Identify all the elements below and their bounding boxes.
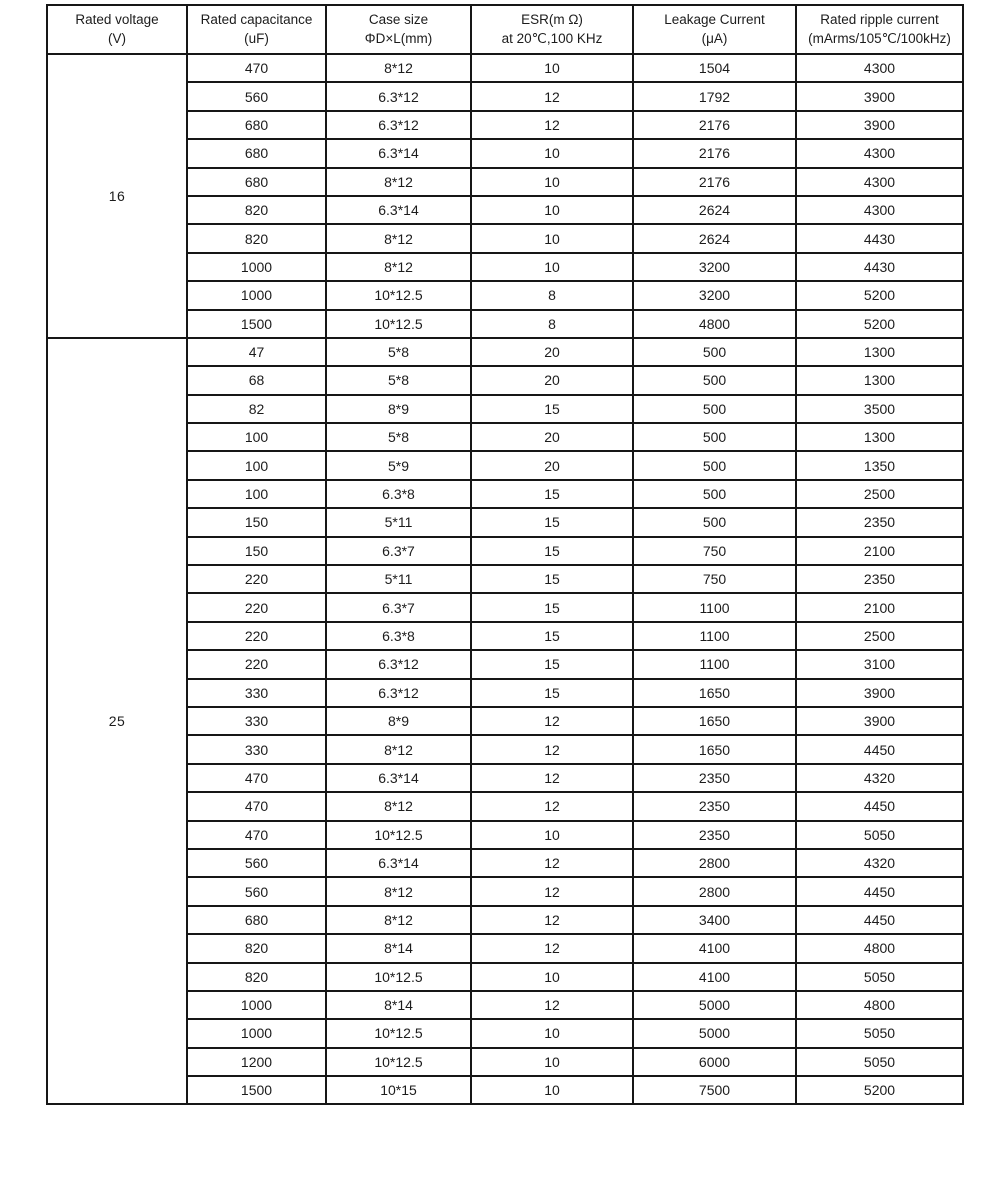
col-header-line2: (V) xyxy=(108,30,126,46)
leakage-cell: 4100 xyxy=(633,934,796,962)
leakage-cell: 4100 xyxy=(633,963,796,991)
ripple-cell: 2350 xyxy=(796,508,963,536)
capacitance-cell: 470 xyxy=(187,821,326,849)
leakage-cell: 500 xyxy=(633,451,796,479)
col-header-line2: ΦD×L(mm) xyxy=(364,30,433,46)
ripple-cell: 3100 xyxy=(796,650,963,678)
esr-cell: 12 xyxy=(471,82,633,110)
case-size-cell: 8*14 xyxy=(326,934,471,962)
ripple-cell: 3900 xyxy=(796,707,963,735)
esr-cell: 8 xyxy=(471,281,633,309)
voltage-cell: 25 xyxy=(47,338,187,1105)
esr-cell: 10 xyxy=(471,139,633,167)
case-size-cell: 8*12 xyxy=(326,54,471,82)
esr-cell: 12 xyxy=(471,111,633,139)
leakage-cell: 2800 xyxy=(633,849,796,877)
col-header-line2: (μA) xyxy=(701,30,728,46)
capacitance-cell: 560 xyxy=(187,877,326,905)
ripple-cell: 3900 xyxy=(796,82,963,110)
leakage-cell: 4800 xyxy=(633,310,796,338)
esr-cell: 12 xyxy=(471,934,633,962)
ripple-cell: 2500 xyxy=(796,622,963,650)
case-size-cell: 8*12 xyxy=(326,906,471,934)
esr-cell: 12 xyxy=(471,906,633,934)
capacitance-cell: 560 xyxy=(187,849,326,877)
leakage-cell: 1504 xyxy=(633,54,796,82)
leakage-cell: 1650 xyxy=(633,679,796,707)
esr-cell: 10 xyxy=(471,821,633,849)
case-size-cell: 5*8 xyxy=(326,366,471,394)
ripple-cell: 4800 xyxy=(796,934,963,962)
esr-cell: 10 xyxy=(471,1019,633,1047)
esr-cell: 15 xyxy=(471,508,633,536)
esr-cell: 12 xyxy=(471,735,633,763)
col-header-line1: Rated ripple current xyxy=(820,11,939,27)
leakage-cell: 1650 xyxy=(633,735,796,763)
case-size-cell: 6.3*7 xyxy=(326,537,471,565)
capacitance-cell: 220 xyxy=(187,650,326,678)
esr-cell: 15 xyxy=(471,650,633,678)
capacitance-cell: 680 xyxy=(187,111,326,139)
capacitance-cell: 1000 xyxy=(187,1019,326,1047)
case-size-cell: 8*12 xyxy=(326,735,471,763)
case-size-cell: 5*11 xyxy=(326,565,471,593)
leakage-cell: 2800 xyxy=(633,877,796,905)
capacitance-cell: 1500 xyxy=(187,1076,326,1104)
case-size-cell: 10*12.5 xyxy=(326,821,471,849)
capacitance-cell: 1200 xyxy=(187,1048,326,1076)
col-header-capacitance xyxy=(187,5,326,54)
case-size-cell: 8*12 xyxy=(326,792,471,820)
voltage-cell: 16 xyxy=(47,54,187,338)
ripple-cell: 4300 xyxy=(796,196,963,224)
voltage-group-16 xyxy=(47,54,963,338)
ripple-cell: 5200 xyxy=(796,310,963,338)
esr-cell: 15 xyxy=(471,395,633,423)
leakage-cell: 1100 xyxy=(633,593,796,621)
case-size-cell: 6.3*8 xyxy=(326,622,471,650)
leakage-cell: 500 xyxy=(633,423,796,451)
voltage-group-25 xyxy=(47,338,963,1105)
table-row xyxy=(47,54,963,82)
ripple-cell: 2100 xyxy=(796,537,963,565)
leakage-cell: 3200 xyxy=(633,253,796,281)
capacitance-cell: 560 xyxy=(187,82,326,110)
ripple-cell: 4450 xyxy=(796,906,963,934)
ripple-cell: 4320 xyxy=(796,849,963,877)
ripple-cell: 4320 xyxy=(796,764,963,792)
leakage-cell: 1650 xyxy=(633,707,796,735)
header-row xyxy=(47,5,963,54)
ripple-cell: 1300 xyxy=(796,338,963,366)
ripple-cell: 4430 xyxy=(796,224,963,252)
leakage-cell: 2176 xyxy=(633,111,796,139)
capacitance-cell: 150 xyxy=(187,508,326,536)
case-size-cell: 6.3*12 xyxy=(326,679,471,707)
capacitance-cell: 330 xyxy=(187,707,326,735)
leakage-cell: 2624 xyxy=(633,224,796,252)
table-header xyxy=(47,5,963,54)
esr-cell: 15 xyxy=(471,565,633,593)
esr-cell: 12 xyxy=(471,792,633,820)
capacitance-cell: 150 xyxy=(187,537,326,565)
case-size-cell: 5*11 xyxy=(326,508,471,536)
leakage-cell: 3200 xyxy=(633,281,796,309)
esr-cell: 12 xyxy=(471,707,633,735)
leakage-cell: 6000 xyxy=(633,1048,796,1076)
esr-cell: 20 xyxy=(471,338,633,366)
col-header-ripple xyxy=(796,5,963,54)
case-size-cell: 10*12.5 xyxy=(326,281,471,309)
esr-cell: 10 xyxy=(471,253,633,281)
ripple-cell: 5050 xyxy=(796,963,963,991)
esr-cell: 15 xyxy=(471,593,633,621)
case-size-cell: 8*12 xyxy=(326,224,471,252)
leakage-cell: 500 xyxy=(633,395,796,423)
case-size-cell: 10*12.5 xyxy=(326,963,471,991)
capacitance-cell: 820 xyxy=(187,963,326,991)
esr-cell: 12 xyxy=(471,991,633,1019)
capacitance-cell: 330 xyxy=(187,679,326,707)
leakage-cell: 7500 xyxy=(633,1076,796,1104)
ripple-cell: 4450 xyxy=(796,792,963,820)
case-size-cell: 10*12.5 xyxy=(326,310,471,338)
case-size-cell: 5*9 xyxy=(326,451,471,479)
case-size-cell: 8*9 xyxy=(326,395,471,423)
capacitance-cell: 820 xyxy=(187,934,326,962)
case-size-cell: 6.3*7 xyxy=(326,593,471,621)
capacitance-cell: 820 xyxy=(187,196,326,224)
col-header-voltage xyxy=(47,5,187,54)
ripple-cell: 5050 xyxy=(796,821,963,849)
case-size-cell: 10*15 xyxy=(326,1076,471,1104)
esr-cell: 10 xyxy=(471,54,633,82)
capacitance-cell: 100 xyxy=(187,480,326,508)
case-size-cell: 10*12.5 xyxy=(326,1019,471,1047)
capacitance-cell: 47 xyxy=(187,338,326,366)
capacitance-cell: 68 xyxy=(187,366,326,394)
capacitance-cell: 100 xyxy=(187,423,326,451)
case-size-cell: 6.3*14 xyxy=(326,139,471,167)
case-size-cell: 5*8 xyxy=(326,338,471,366)
case-size-cell: 8*14 xyxy=(326,991,471,1019)
leakage-cell: 2176 xyxy=(633,139,796,167)
leakage-cell: 500 xyxy=(633,338,796,366)
leakage-cell: 1100 xyxy=(633,650,796,678)
col-header-line1: ESR(m Ω) xyxy=(521,11,583,27)
ripple-cell: 3500 xyxy=(796,395,963,423)
ripple-cell: 5050 xyxy=(796,1019,963,1047)
leakage-cell: 750 xyxy=(633,537,796,565)
ripple-cell: 1350 xyxy=(796,451,963,479)
capacitance-cell: 470 xyxy=(187,792,326,820)
esr-cell: 10 xyxy=(471,963,633,991)
capacitance-cell: 470 xyxy=(187,764,326,792)
capacitance-cell: 220 xyxy=(187,622,326,650)
capacitance-cell: 1000 xyxy=(187,253,326,281)
col-header-line1: Case size xyxy=(368,11,429,27)
ripple-cell: 4430 xyxy=(796,253,963,281)
esr-cell: 20 xyxy=(471,366,633,394)
esr-cell: 10 xyxy=(471,224,633,252)
leakage-cell: 2624 xyxy=(633,196,796,224)
col-header-esr xyxy=(471,5,633,54)
case-size-cell: 5*8 xyxy=(326,423,471,451)
esr-cell: 10 xyxy=(471,196,633,224)
ripple-cell: 3900 xyxy=(796,111,963,139)
esr-cell: 10 xyxy=(471,168,633,196)
case-size-cell: 6.3*8 xyxy=(326,480,471,508)
leakage-cell: 3400 xyxy=(633,906,796,934)
leakage-cell: 2176 xyxy=(633,168,796,196)
capacitance-cell: 1500 xyxy=(187,310,326,338)
col-header-line1: Leakage Current xyxy=(664,11,765,27)
ripple-cell: 5200 xyxy=(796,281,963,309)
capacitance-cell: 680 xyxy=(187,139,326,167)
col-header-leakage xyxy=(633,5,796,54)
capacitance-cell: 470 xyxy=(187,54,326,82)
ripple-cell: 4450 xyxy=(796,735,963,763)
esr-cell: 15 xyxy=(471,622,633,650)
leakage-cell: 2350 xyxy=(633,821,796,849)
esr-cell: 8 xyxy=(471,310,633,338)
leakage-cell: 2350 xyxy=(633,764,796,792)
col-header-line2: (uF) xyxy=(244,30,269,46)
col-header-line1: Rated voltage xyxy=(75,11,159,27)
capacitance-cell: 220 xyxy=(187,565,326,593)
ripple-cell: 4300 xyxy=(796,139,963,167)
leakage-cell: 1100 xyxy=(633,622,796,650)
col-header-line1: Rated capacitance xyxy=(200,11,313,27)
ripple-cell: 4800 xyxy=(796,991,963,1019)
esr-cell: 15 xyxy=(471,537,633,565)
col-header-case xyxy=(326,5,471,54)
esr-cell: 12 xyxy=(471,849,633,877)
leakage-cell: 500 xyxy=(633,366,796,394)
leakage-cell: 5000 xyxy=(633,1019,796,1047)
esr-cell: 10 xyxy=(471,1076,633,1104)
col-header-line2: at 20℃,100 KHz xyxy=(501,30,603,46)
capacitance-cell: 220 xyxy=(187,593,326,621)
esr-cell: 12 xyxy=(471,764,633,792)
spec-table xyxy=(46,4,964,1105)
capacitance-cell: 330 xyxy=(187,735,326,763)
case-size-cell: 8*9 xyxy=(326,707,471,735)
case-size-cell: 6.3*14 xyxy=(326,849,471,877)
leakage-cell: 500 xyxy=(633,480,796,508)
ripple-cell: 1300 xyxy=(796,423,963,451)
capacitance-cell: 680 xyxy=(187,906,326,934)
esr-cell: 15 xyxy=(471,679,633,707)
capacitance-cell: 1000 xyxy=(187,281,326,309)
ripple-cell: 2100 xyxy=(796,593,963,621)
spec-sheet xyxy=(46,4,964,1105)
leakage-cell: 1792 xyxy=(633,82,796,110)
capacitance-cell: 100 xyxy=(187,451,326,479)
capacitance-cell: 680 xyxy=(187,168,326,196)
ripple-cell: 2500 xyxy=(796,480,963,508)
esr-cell: 10 xyxy=(471,1048,633,1076)
ripple-cell: 3900 xyxy=(796,679,963,707)
case-size-cell: 8*12 xyxy=(326,168,471,196)
esr-cell: 12 xyxy=(471,877,633,905)
case-size-cell: 8*12 xyxy=(326,253,471,281)
esr-cell: 15 xyxy=(471,480,633,508)
leakage-cell: 750 xyxy=(633,565,796,593)
ripple-cell: 5050 xyxy=(796,1048,963,1076)
case-size-cell: 6.3*12 xyxy=(326,82,471,110)
leakage-cell: 5000 xyxy=(633,991,796,1019)
case-size-cell: 10*12.5 xyxy=(326,1048,471,1076)
ripple-cell: 4450 xyxy=(796,877,963,905)
ripple-cell: 4300 xyxy=(796,168,963,196)
col-header-line2: (mArms/105℃/100kHz) xyxy=(808,30,951,46)
case-size-cell: 6.3*12 xyxy=(326,111,471,139)
capacitance-cell: 1000 xyxy=(187,991,326,1019)
case-size-cell: 6.3*12 xyxy=(326,650,471,678)
case-size-cell: 6.3*14 xyxy=(326,196,471,224)
ripple-cell: 1300 xyxy=(796,366,963,394)
table-row xyxy=(47,338,963,366)
capacitance-cell: 82 xyxy=(187,395,326,423)
ripple-cell: 4300 xyxy=(796,54,963,82)
leakage-cell: 2350 xyxy=(633,792,796,820)
ripple-cell: 2350 xyxy=(796,565,963,593)
esr-cell: 20 xyxy=(471,423,633,451)
case-size-cell: 8*12 xyxy=(326,877,471,905)
case-size-cell: 6.3*14 xyxy=(326,764,471,792)
esr-cell: 20 xyxy=(471,451,633,479)
ripple-cell: 5200 xyxy=(796,1076,963,1104)
capacitance-cell: 820 xyxy=(187,224,326,252)
leakage-cell: 500 xyxy=(633,508,796,536)
